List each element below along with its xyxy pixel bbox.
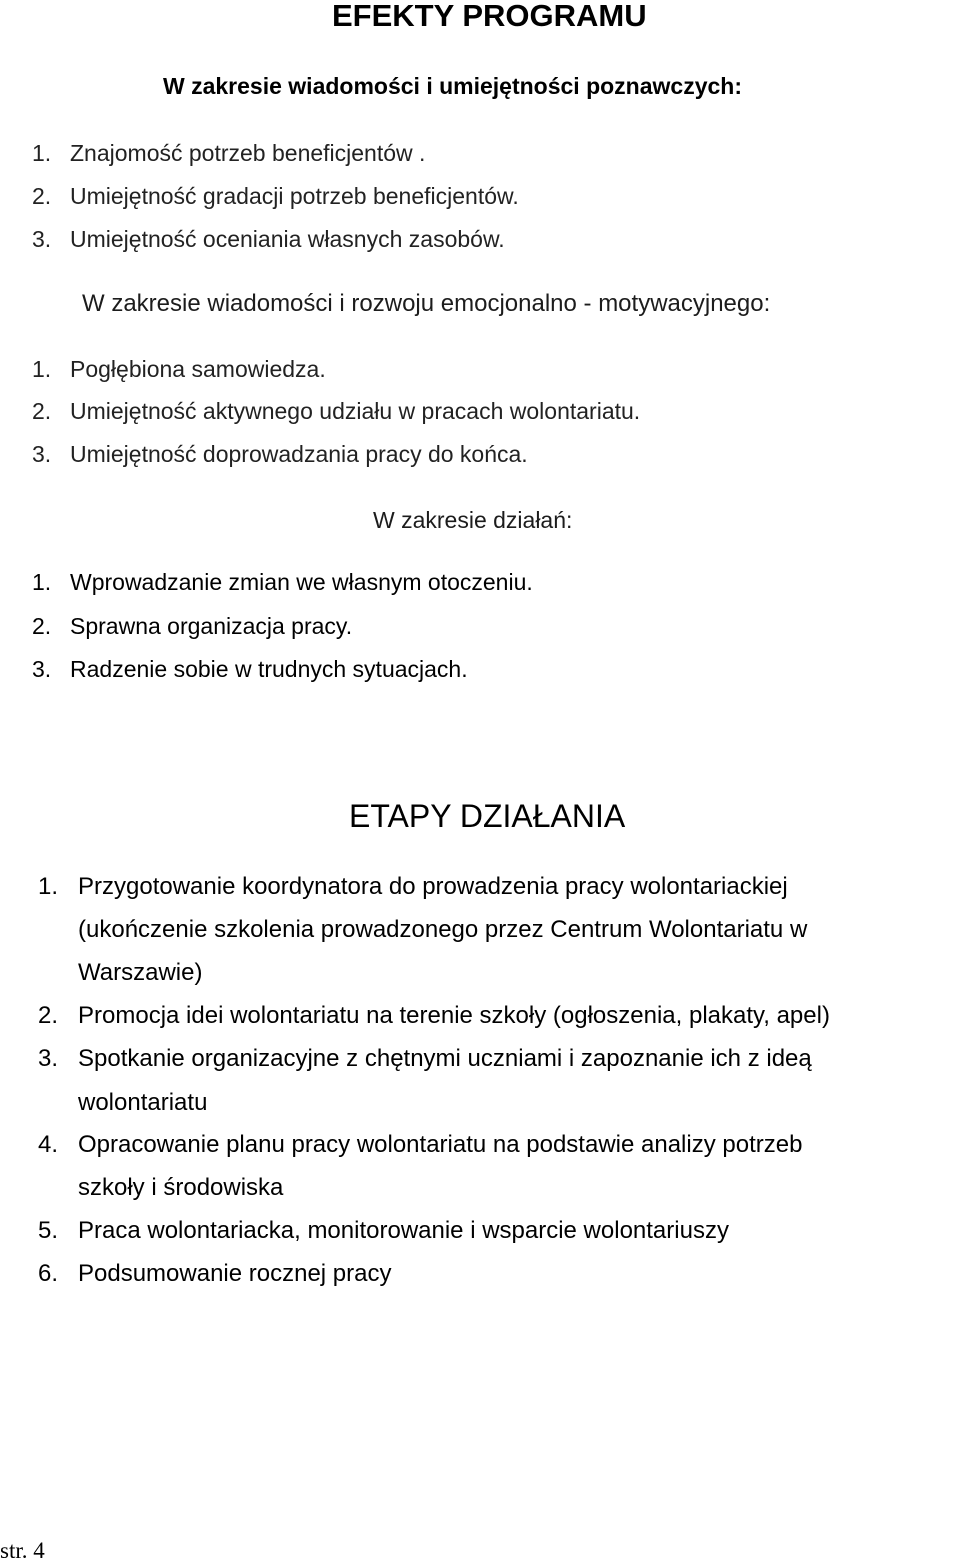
list-item <box>32 225 732 253</box>
stage-text-line: wolontariatu <box>78 1089 208 1116</box>
stage-text-line: Warszawie) <box>78 959 203 986</box>
list-item <box>32 568 832 596</box>
list-item-number: 3. <box>32 656 52 682</box>
list-item <box>32 397 832 425</box>
stage-number: 3. <box>38 1045 59 1072</box>
list-item-text: Umiejętność aktywnego udziału w pracach wolontariatu. <box>70 398 641 424</box>
section-heading-cognitive: W zakresie wiadomości i umiejętności poznawczych: <box>163 73 742 99</box>
list-item-number: 2. <box>32 613 52 639</box>
list-item-text: Pogłębiona samowiedza. <box>70 356 326 382</box>
list-item-text: Umiejętność gradacji potrzeb beneficjentów. <box>70 183 519 209</box>
list-item-text: Radzenie sobie w trudnych sytuacjach. <box>70 656 468 682</box>
stage-text-line: (ukończenie szkolenia prowadzonego przez Centrum Wolontariatu w <box>78 916 808 943</box>
list-item-text: Znajomość potrzeb beneficjentów . <box>70 140 426 166</box>
section-heading-emotional: W zakresie wiadomości i rozwoju emocjonalno - motywacyjnego: <box>82 290 771 317</box>
list-item-number: 1. <box>32 569 52 595</box>
list-item-number: 3. <box>32 226 52 252</box>
stage-text-line: Przygotowanie koordynatora do prowadzenia pracy wolontariackiej <box>78 873 788 900</box>
stage-text-line: Spotkanie organizacyjne z chętnymi uczniami i zapoznanie ich z ideą <box>78 1045 812 1072</box>
stage-text-line: Podsumowanie rocznej pracy <box>78 1260 392 1287</box>
page-title: EFEKTY PROGRAMU <box>332 0 647 33</box>
list-item-text: Umiejętność doprowadzania pracy do końca. <box>70 441 528 467</box>
stage-number: 2. <box>38 1002 59 1029</box>
list-item-text: Wprowadzanie zmian we własnym otoczeniu. <box>70 569 533 595</box>
stage-number: 4. <box>38 1131 59 1158</box>
list-item <box>32 612 832 640</box>
stage-number: 5. <box>38 1217 59 1244</box>
page-number: str. 4 <box>0 1538 45 1563</box>
list-item-number: 1. <box>32 140 52 166</box>
stage-text-line: Praca wolontariacka, monitorowanie i wsparcie wolontariuszy <box>78 1217 729 1244</box>
list-item-text: Sprawna organizacja pracy. <box>70 613 353 639</box>
stages-title: ETAPY DZIAŁANIA <box>349 798 626 834</box>
stage-text-line: Promocja idei wolontariatu na terenie szkoły (ogłoszenia, plakaty, apel) <box>78 1002 830 1029</box>
list-item <box>32 139 732 167</box>
list-item-number: 3. <box>32 441 52 467</box>
list-item-number: 2. <box>32 183 52 209</box>
list-item <box>32 655 832 683</box>
stage-number: 1. <box>38 873 59 900</box>
list-item <box>32 440 832 468</box>
list-item <box>32 355 832 383</box>
list-item-number: 1. <box>32 356 52 382</box>
list-item <box>32 182 732 210</box>
stage-text-line: szkoły i środowiska <box>78 1174 284 1201</box>
list-item-number: 2. <box>32 398 52 424</box>
list-item-text: Umiejętność oceniania własnych zasobów. <box>70 226 505 252</box>
stage-text-line: Opracowanie planu pracy wolontariatu na podstawie analizy potrzeb <box>78 1131 803 1158</box>
section-heading-actions: W zakresie działań: <box>373 507 573 533</box>
stage-number: 6. <box>38 1260 59 1287</box>
